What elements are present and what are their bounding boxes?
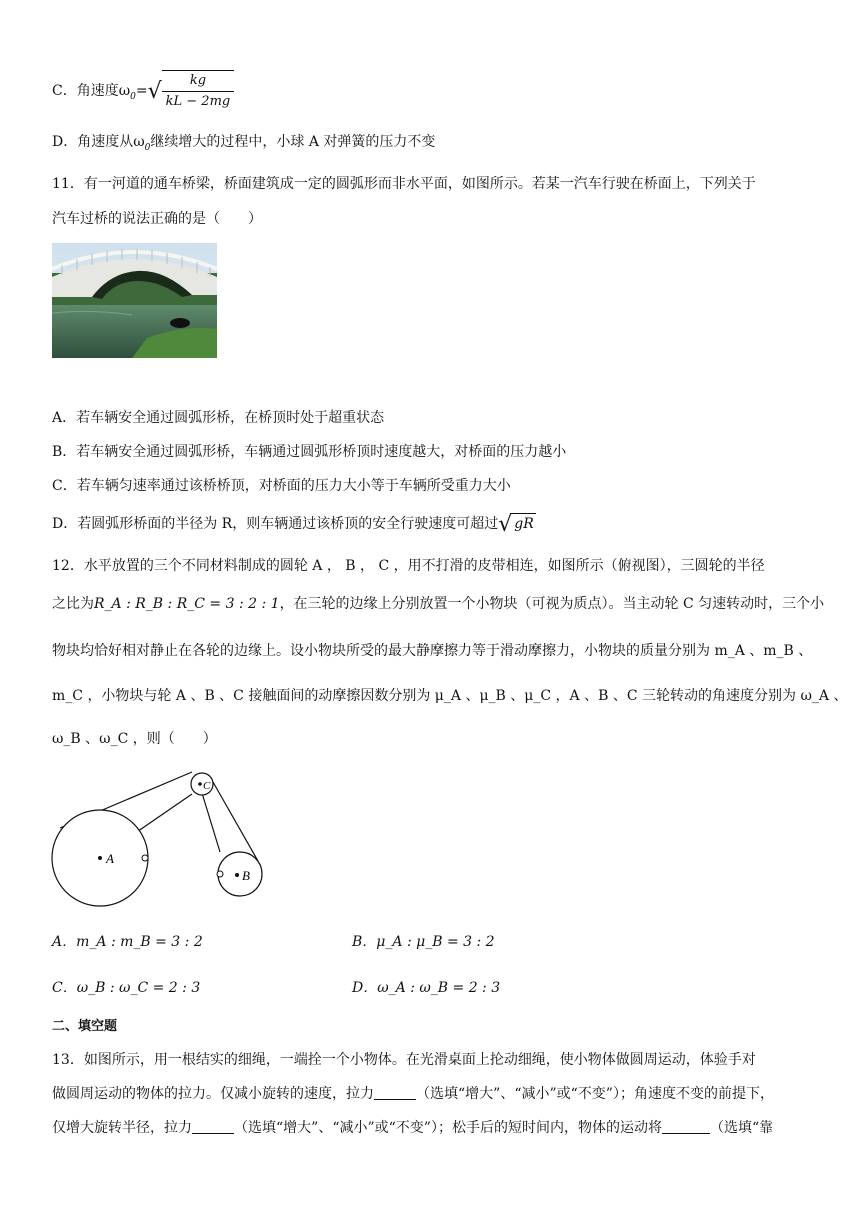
wheel-a-label: A	[106, 851, 114, 866]
section-heading-fill-in: 二、填空题	[52, 1019, 118, 1034]
q11-option-d-prefix: D．若圆弧形桥面的半径为 R，则车辆通过该桥顶的安全行驶速度可超过	[52, 516, 499, 532]
q10-option-d-sub: 0	[144, 143, 151, 153]
q10-option-c-denominator: kL − 2mg	[162, 91, 235, 112]
q13-answer-blank-2[interactable]	[192, 1119, 234, 1134]
wheel-c-center	[198, 782, 202, 786]
bridge-photo	[52, 243, 217, 358]
q12-stem-line4: m_C ，小物块与轮 A 、B 、C 接触面间的动摩擦因数分别为 μ_A 、μ_B 、μ_C ，A 、B 、C 三轮转动的角速度分别为 ω_A 、	[52, 688, 848, 704]
q10-option-d-prefix: D．角速度从ω	[52, 134, 145, 150]
q13-stem-line3-b: （选填“增大”、“减小”或“不变”）；松手后的短时间内，物体的运动将	[234, 1120, 662, 1136]
q12-option-b[interactable]: B．μ_A : μ_B = 3 : 2	[352, 934, 495, 950]
q12-radius-ratio: R_A : R_B : R_C = 3 : 2 : 1	[94, 596, 280, 612]
q12-stem-line2-b: ，在三轮的边缘上分别放置一个小物块（可视为质点）。当主动轮 C 匀速转动时，三个小	[279, 596, 825, 612]
q13-stem-line2-b: （选填“增大”、“减小”或“不变”）；角速度不变的前提下，	[416, 1086, 774, 1102]
q12-stem-line3: 物块均恰好相对静止在各轮的边缘上。设小物块所受的最大静摩擦力等于滑动摩擦力，小物块的质量分别为 m_A 、m_B 、	[52, 643, 813, 659]
q13-answer-blank-1[interactable]	[374, 1085, 416, 1100]
pulley-diagram	[50, 768, 280, 917]
q12-option-a[interactable]: A．m_A : m_B = 3 : 2	[52, 934, 203, 950]
q11-option-d-sqrt: gR	[512, 513, 536, 534]
q10-option-c-numerator: kg	[189, 73, 207, 88]
q11-stem-line1: 11．有一河道的通车桥梁，桥面建筑成一定的圆弧形而非水平面，如图所示。若某一汽车行驶在桥面上，下列关于	[52, 176, 756, 192]
q13-stem-line1: 13．如图所示，用一根结实的细绳，一端拴一个小物体。在光滑桌面上抡动细绳，使小物体做圆周运动，体验手对	[52, 1052, 756, 1068]
q10-option-c[interactable]	[52, 70, 234, 112]
wheel-a-center	[98, 856, 102, 860]
wheel-b-label: B	[242, 868, 250, 883]
q10-option-c-sub: 0	[130, 92, 136, 102]
q11-option-c[interactable]: C．若车辆匀速率通过该桥桥顶，对桥面的压力大小等于车辆所受重力大小	[52, 478, 511, 494]
q11-option-a[interactable]: A．若车辆安全通过圆弧形桥，在桥顶时处于超重状态	[52, 410, 385, 426]
q13-stem-line3	[52, 1118, 773, 1138]
q12-option-d[interactable]: D．ω_A : ω_B = 2 : 3	[352, 980, 501, 996]
q11-option-b[interactable]: B．若车辆安全通过圆弧形桥，车辆通过圆弧形桥顶时速度越大，对桥面的压力越小	[52, 444, 567, 460]
sqrt-symbol: √	[147, 79, 162, 104]
belt-right-bottom	[202, 793, 220, 852]
wheel-b-center	[235, 873, 239, 877]
q10-option-d-rest: 继续增大的过程中，小球 A 对弹簧的压力不变	[150, 134, 436, 150]
q13-stem-line2	[52, 1084, 774, 1104]
block-b	[217, 871, 223, 877]
q10-option-c-prefix: C．角速度ω	[52, 83, 131, 99]
wheel-b	[218, 852, 262, 896]
q13-stem-line3-c: （选填“靠	[709, 1120, 774, 1136]
q12-stem-line2-a: 之比为	[52, 596, 94, 612]
q13-stem-line2-a: 做圆周运动的物体的拉力。仅减小旋转的速度，拉力	[52, 1086, 374, 1102]
q12-option-c[interactable]: C．ω_B : ω_C = 2 : 3	[52, 980, 201, 996]
block-a	[142, 855, 148, 861]
q11-stem-line2: 汽车过桥的说法正确的是（ ）	[52, 211, 262, 227]
q12-stem-line5: ω_B 、ω_C ，则（ ）	[52, 731, 217, 747]
q10-option-d[interactable]	[52, 132, 435, 158]
sqrt-symbol: √	[498, 512, 513, 537]
q13-answer-blank-3[interactable]	[662, 1119, 710, 1134]
q11-option-d[interactable]	[52, 513, 536, 535]
q10-option-c-eq: =	[135, 83, 148, 99]
q12-stem-line2	[52, 594, 824, 614]
q13-stem-line3-a: 仅增大旋转半径，拉力	[52, 1120, 192, 1136]
q10-option-c-fraction	[162, 70, 235, 112]
q12-stem-line1: 12．水平放置的三个不同材料制成的圆轮 A ， B ， C ，用不打滑的皮带相连，如图所示（俯视图），三圆轮的半径	[52, 558, 765, 574]
wheel-c-label: C	[203, 780, 211, 792]
